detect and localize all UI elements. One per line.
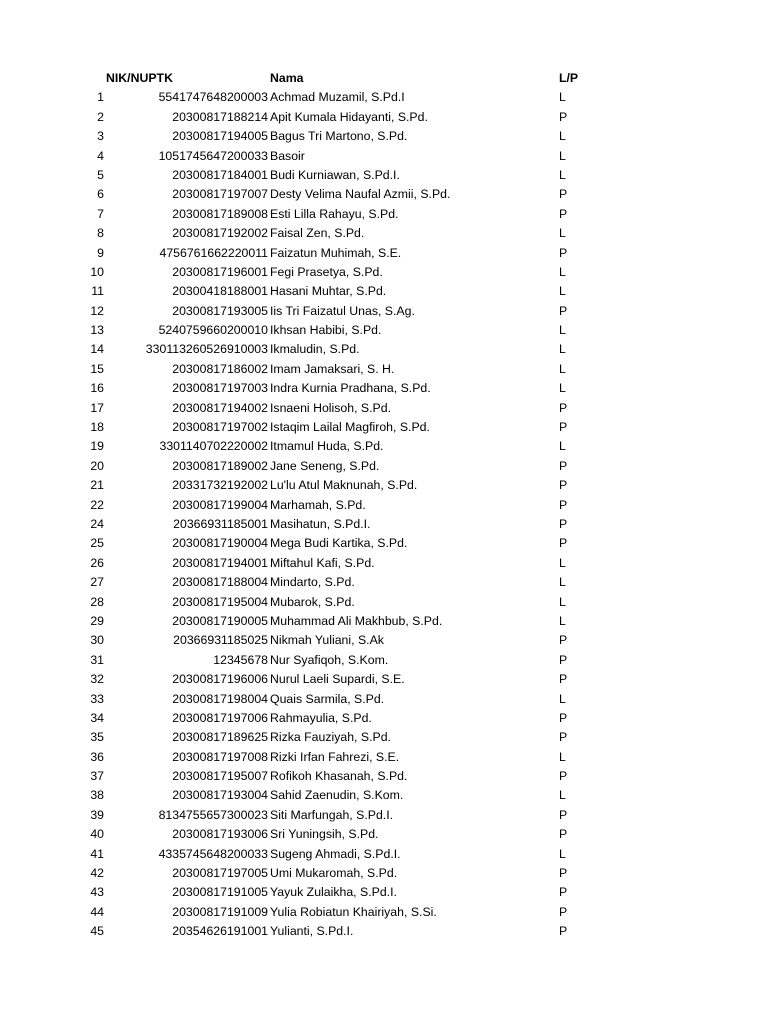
table-body	[0, 88, 768, 941]
row-number: 8	[97, 226, 104, 241]
nama-cell: Marhamah, S.Pd.	[270, 497, 366, 512]
nama-cell: Masihatun, S.Pd.I.	[270, 516, 371, 531]
nik-cell: 20300817197005	[172, 866, 268, 881]
table-row	[0, 379, 768, 398]
gender-cell: L	[559, 594, 566, 609]
nama-cell: Sugeng Ahmadi, S.Pd.I.	[270, 846, 401, 861]
nik-cell: 20300817188214	[172, 109, 268, 124]
nik-cell: 20366931185025	[173, 633, 268, 648]
nik-cell: 330113260526910003	[145, 342, 268, 357]
gender-cell: L	[559, 264, 566, 279]
nik-cell: 20300817195007	[172, 769, 268, 784]
nama-cell: Miftahul Kafi, S.Pd.	[270, 555, 375, 570]
nama-cell: Rizki Irfan Fahrezi, S.E.	[270, 749, 400, 764]
nama-cell: Rahmayulia, S.Pd.	[270, 710, 372, 725]
nik-cell: 20300817189625	[172, 730, 268, 745]
nik-cell: 20300817189002	[172, 458, 268, 473]
table-row	[0, 709, 768, 728]
gender-cell: P	[559, 710, 568, 725]
nama-cell: Sri Yuningsih, S.Pd.	[270, 827, 379, 842]
nama-cell: Muhammad Ali Makhbub, S.Pd.	[270, 613, 443, 628]
gender-cell: L	[559, 575, 566, 590]
gender-cell: P	[559, 109, 568, 124]
nama-cell: Sahid Zaenudin, S.Kom.	[270, 788, 404, 803]
gender-cell: L	[559, 613, 566, 628]
row-number: 43	[90, 885, 104, 900]
gender-cell: L	[559, 555, 566, 570]
table-row	[0, 321, 768, 340]
table-row	[0, 515, 768, 534]
table-row	[0, 340, 768, 359]
nama-cell: Umi Mukaromah, S.Pd.	[270, 866, 398, 881]
nik-cell: 20300817191005	[172, 885, 268, 900]
row-number: 32	[90, 672, 104, 687]
row-number: 39	[90, 807, 104, 822]
nama-cell: Ikhsan Habibi, S.Pd.	[270, 323, 382, 338]
row-number: 29	[90, 613, 104, 628]
table-row	[0, 476, 768, 495]
row-number: 44	[90, 904, 104, 919]
gender-cell: P	[559, 458, 568, 473]
table-row	[0, 457, 768, 476]
row-number: 42	[90, 866, 104, 881]
gender-cell: P	[559, 516, 568, 531]
nik-cell: 20300817188004	[172, 575, 268, 590]
table-row	[0, 88, 768, 107]
row-number: 28	[90, 594, 104, 609]
table-row	[0, 302, 768, 321]
row-number: 13	[90, 323, 104, 338]
gender-cell: P	[559, 536, 568, 551]
nama-cell: Fegi Prasetya, S.Pd.	[270, 264, 383, 279]
row-number: 30	[90, 633, 104, 648]
gender-cell: P	[559, 672, 568, 687]
row-number: 5	[97, 167, 104, 182]
gender-cell: P	[559, 400, 568, 415]
nama-cell: Yulianti, S.Pd.I.	[270, 924, 354, 939]
nama-cell: Siti Marfungah, S.Pd.I.	[270, 807, 394, 822]
header-nama: Nama	[270, 71, 304, 85]
nama-cell: Isnaeni Holisoh, S.Pd.	[270, 400, 391, 415]
nama-cell: Basoir	[270, 148, 305, 163]
row-number: 18	[90, 420, 104, 435]
nama-cell: Yayuk Zulaikha, S.Pd.I.	[270, 885, 397, 900]
table-row	[0, 767, 768, 786]
nik-cell: 5541747648200003	[158, 90, 268, 105]
row-number: 24	[90, 516, 104, 531]
row-number: 14	[90, 342, 104, 357]
nama-cell: Budi Kurniawan, S.Pd.I.	[270, 167, 400, 182]
nama-cell: Achmad Muzamil, S.Pd.I	[270, 90, 405, 105]
gender-cell: P	[559, 904, 568, 919]
nama-cell: Bagus Tri Martono, S.Pd.	[270, 129, 408, 144]
row-number: 26	[90, 555, 104, 570]
table-row	[0, 534, 768, 553]
gender-cell: P	[559, 827, 568, 842]
nik-cell: 20300817198004	[172, 691, 268, 706]
row-number: 35	[90, 730, 104, 745]
gender-cell: L	[559, 129, 566, 144]
table-row	[0, 806, 768, 825]
nik-cell: 20300817191009	[172, 904, 268, 919]
nik-cell: 20300817197007	[172, 187, 268, 202]
gender-cell: L	[559, 226, 566, 241]
nik-cell: 20300817195004	[172, 594, 268, 609]
gender-cell: P	[559, 206, 568, 221]
nama-cell: Nur Syafiqoh, S.Kom.	[270, 652, 389, 667]
nik-cell: 12345678	[213, 652, 268, 667]
table-row	[0, 554, 768, 573]
table-row	[0, 399, 768, 418]
row-number: 21	[90, 478, 104, 493]
nama-cell: Lu'lu Atul Maknunah, S.Pd.	[270, 478, 418, 493]
gender-cell: P	[559, 730, 568, 745]
nama-cell: Nurul Laeli Supardi, S.E.	[270, 672, 405, 687]
table-row	[0, 263, 768, 282]
nik-cell: 20300817184001	[172, 167, 268, 182]
table-row	[0, 166, 768, 185]
gender-cell: L	[559, 167, 566, 182]
nama-cell: Rizka Fauziyah, S.Pd.	[270, 730, 391, 745]
table-row	[0, 903, 768, 922]
row-number: 10	[90, 264, 104, 279]
nama-cell: Desty Velima Naufal Azmii, S.Pd.	[270, 187, 451, 202]
row-number: 3	[97, 129, 104, 144]
gender-cell: L	[559, 323, 566, 338]
gender-cell: P	[559, 652, 568, 667]
nik-cell: 20300817197008	[172, 749, 268, 764]
nik-cell: 20300817190004	[172, 536, 268, 551]
row-number: 33	[90, 691, 104, 706]
nama-cell: Mindarto, S.Pd.	[270, 575, 355, 590]
nama-cell: Hasani Muhtar, S.Pd.	[270, 284, 387, 299]
row-number: 31	[90, 652, 104, 667]
table-row	[0, 631, 768, 650]
gender-cell: L	[559, 439, 566, 454]
nama-cell: Nikmah Yuliani, S.Ak	[270, 633, 384, 648]
table-row	[0, 108, 768, 127]
table-row	[0, 825, 768, 844]
header-lp: L/P	[559, 71, 579, 85]
table-row	[0, 883, 768, 902]
gender-cell: P	[559, 420, 568, 435]
row-number: 9	[97, 245, 104, 260]
nik-cell: 5240759660200010	[158, 323, 268, 338]
gender-cell: L	[559, 788, 566, 803]
row-number: 22	[90, 497, 104, 512]
row-number: 40	[90, 827, 104, 842]
gender-cell: L	[559, 342, 566, 357]
table-row	[0, 360, 768, 379]
table-row	[0, 185, 768, 204]
gender-cell: L	[559, 361, 566, 376]
nik-cell: 20300817199004	[172, 497, 268, 512]
nik-cell: 20300817186002	[172, 361, 268, 376]
gender-cell: P	[559, 924, 568, 939]
table-row	[0, 573, 768, 592]
table-row	[0, 244, 768, 263]
nama-cell: Rofikoh Khasanah, S.Pd.	[270, 769, 408, 784]
header-nik: NIK/NUPTK	[106, 71, 173, 85]
gender-cell: P	[559, 866, 568, 881]
row-number: 27	[90, 575, 104, 590]
row-number: 15	[90, 361, 104, 376]
table-row	[0, 845, 768, 864]
nik-cell: 20300817197003	[172, 381, 268, 396]
table-row	[0, 418, 768, 437]
nik-cell: 20300817190005	[172, 613, 268, 628]
gender-cell: P	[559, 303, 568, 318]
table-row	[0, 728, 768, 747]
gender-cell: P	[559, 807, 568, 822]
gender-cell: P	[559, 633, 568, 648]
nama-cell: Yulia Robiatun Khairiyah, S.Si.	[270, 904, 437, 919]
row-number: 25	[90, 536, 104, 551]
row-number: 37	[90, 769, 104, 784]
nama-cell: Istaqim Lailal Magfiroh, S.Pd.	[270, 420, 430, 435]
table-row	[0, 593, 768, 612]
table-row	[0, 224, 768, 243]
row-number: 38	[90, 788, 104, 803]
nama-cell: Quais Sarmila, S.Pd.	[270, 691, 385, 706]
nik-cell: 20366931185001	[173, 516, 268, 531]
gender-cell: L	[559, 749, 566, 764]
nama-cell: Iis Tri Faizatul Unas, S.Ag.	[270, 303, 415, 318]
row-number: 1	[97, 90, 104, 105]
table-row	[0, 127, 768, 146]
gender-cell: L	[559, 90, 566, 105]
nama-cell: Mega Budi Kartika, S.Pd.	[270, 536, 408, 551]
nik-cell: 20300817194001	[172, 555, 268, 570]
row-number: 4	[97, 148, 104, 163]
row-number: 6	[97, 187, 104, 202]
row-number: 45	[90, 924, 104, 939]
nik-cell: 20354626191001	[172, 924, 268, 939]
nik-cell: 3301140702220002	[159, 439, 268, 454]
gender-cell: L	[559, 148, 566, 163]
table-row	[0, 612, 768, 631]
table-header	[0, 69, 768, 88]
nik-cell: 20300817196006	[172, 672, 268, 687]
staff-table	[0, 69, 768, 942]
nik-cell: 20300418188001	[172, 284, 268, 299]
nik-cell: 20300817194002	[172, 400, 268, 415]
gender-cell: P	[559, 187, 568, 202]
row-number: 41	[90, 846, 104, 861]
gender-cell: L	[559, 691, 566, 706]
nama-cell: Indra Kurnia Pradhana, S.Pd.	[270, 381, 431, 396]
gender-cell: P	[559, 885, 568, 900]
gender-cell: L	[559, 846, 566, 861]
table-row	[0, 205, 768, 224]
row-number: 7	[97, 206, 104, 221]
nik-cell: 1051745647200033	[158, 148, 268, 163]
gender-cell: P	[559, 478, 568, 493]
table-row	[0, 922, 768, 941]
row-number: 36	[90, 749, 104, 764]
nama-cell: Esti Lilla Rahayu, S.Pd.	[270, 206, 399, 221]
nik-cell: 20300817196001	[172, 264, 268, 279]
row-number: 12	[90, 303, 104, 318]
table-row	[0, 282, 768, 301]
nama-cell: Jane Seneng, S.Pd.	[270, 458, 380, 473]
table-row	[0, 864, 768, 883]
nik-cell: 20300817193006	[172, 827, 268, 842]
row-number: 2	[97, 109, 104, 124]
row-number: 16	[90, 381, 104, 396]
nik-cell: 20300817192002	[172, 226, 268, 241]
nama-cell: Itmamul Huda, S.Pd.	[270, 439, 384, 454]
table-row	[0, 437, 768, 456]
nik-cell: 20300817194005	[172, 129, 268, 144]
nama-cell: Mubarok, S.Pd.	[270, 594, 355, 609]
row-number: 17	[90, 400, 104, 415]
nik-cell: 8134755657300023	[158, 807, 268, 822]
nama-cell: Faisal Zen, S.Pd.	[270, 226, 365, 241]
nik-cell: 20331732192002	[172, 478, 268, 493]
gender-cell: P	[559, 769, 568, 784]
nik-cell: 20300817197002	[172, 420, 268, 435]
row-number: 19	[90, 439, 104, 454]
table-row	[0, 670, 768, 689]
nik-cell: 4335745648200033	[158, 846, 268, 861]
gender-cell: P	[559, 245, 568, 260]
nik-cell: 20300817193004	[172, 788, 268, 803]
nama-cell: Imam Jamaksari, S. H.	[270, 361, 395, 376]
nik-cell: 4756761662220011	[159, 245, 268, 260]
nama-cell: Apit Kumala Hidayanti, S.Pd.	[270, 109, 428, 124]
row-number: 20	[90, 458, 104, 473]
nik-cell: 20300817189008	[172, 206, 268, 221]
table-row	[0, 496, 768, 515]
table-row	[0, 690, 768, 709]
table-row	[0, 147, 768, 166]
table-row	[0, 786, 768, 805]
nik-cell: 20300817197006	[172, 710, 268, 725]
gender-cell: P	[559, 497, 568, 512]
nama-cell: Faizatun Muhimah, S.E.	[270, 245, 402, 260]
row-number: 11	[91, 284, 104, 299]
gender-cell: L	[559, 381, 566, 396]
gender-cell: L	[559, 284, 566, 299]
table-row	[0, 748, 768, 767]
table-row	[0, 651, 768, 670]
nama-cell: Ikmaludin, S.Pd.	[270, 342, 360, 357]
row-number: 34	[90, 710, 104, 725]
nik-cell: 20300817193005	[172, 303, 268, 318]
